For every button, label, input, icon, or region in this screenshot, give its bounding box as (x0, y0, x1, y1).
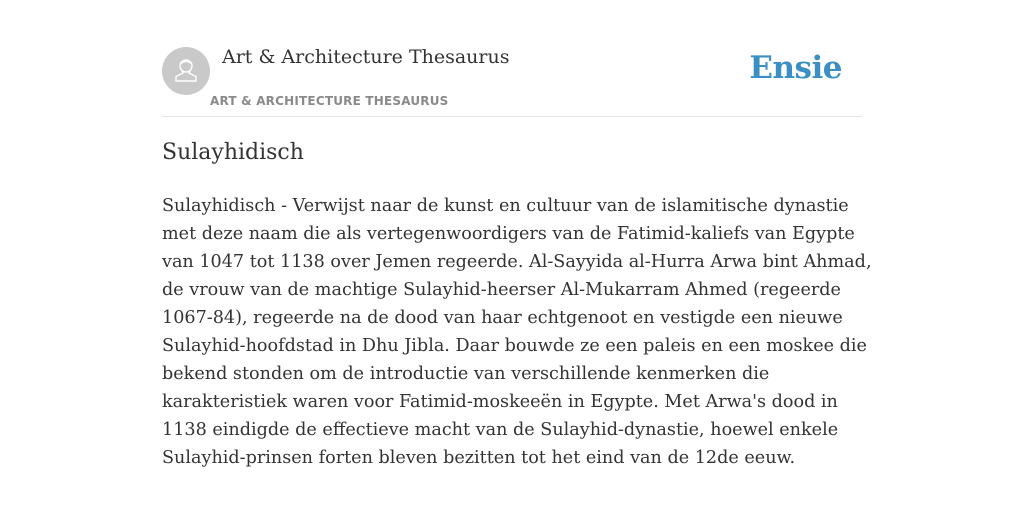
header (162, 44, 862, 117)
ensie-logo[interactable]: Ensie (749, 50, 842, 86)
source-subtitle: ART & ARCHITECTURE THESAURUS (210, 94, 449, 108)
avatar[interactable] (162, 47, 210, 95)
user-icon (162, 47, 210, 95)
source-title-link[interactable]: Art & Architecture Thesaurus (222, 46, 510, 68)
definition-text: Sulayhidisch - Verwijst naar de kunst en cultuur van de islamitische dynastie met deze naam die als vertegenwoordigers van de Fatimid-kaliefs van Egypte van 1047 tot 1138 over Jemen regeerde. Al-Sayyida al-Hurra Arwa bint Ahmad, de vrouw van de machtige Sulayhid-heerser Al-Mukarram Ahmed (regeerde 1067-84), regeerde na de dood van haar echtgenoot en vestigde een nieuwe Sulayhid-hoofdstad in Dhu Jibla. Daar bouwde ze een paleis en een moskee die bekend stonden om de introductie van verschillende kenmerken die karakteristiek waren voor Fatimid-moskeeën in Egypte. Met Arwa's dood in 1138 eindigde de effectieve macht van de Sulayhid-dynastie, hoewel enkele Sulayhid-prinsen forten bleven bezitten tot het eind van de 12de eeuw. (162, 196, 872, 468)
term-title: Sulayhidisch (162, 140, 304, 165)
